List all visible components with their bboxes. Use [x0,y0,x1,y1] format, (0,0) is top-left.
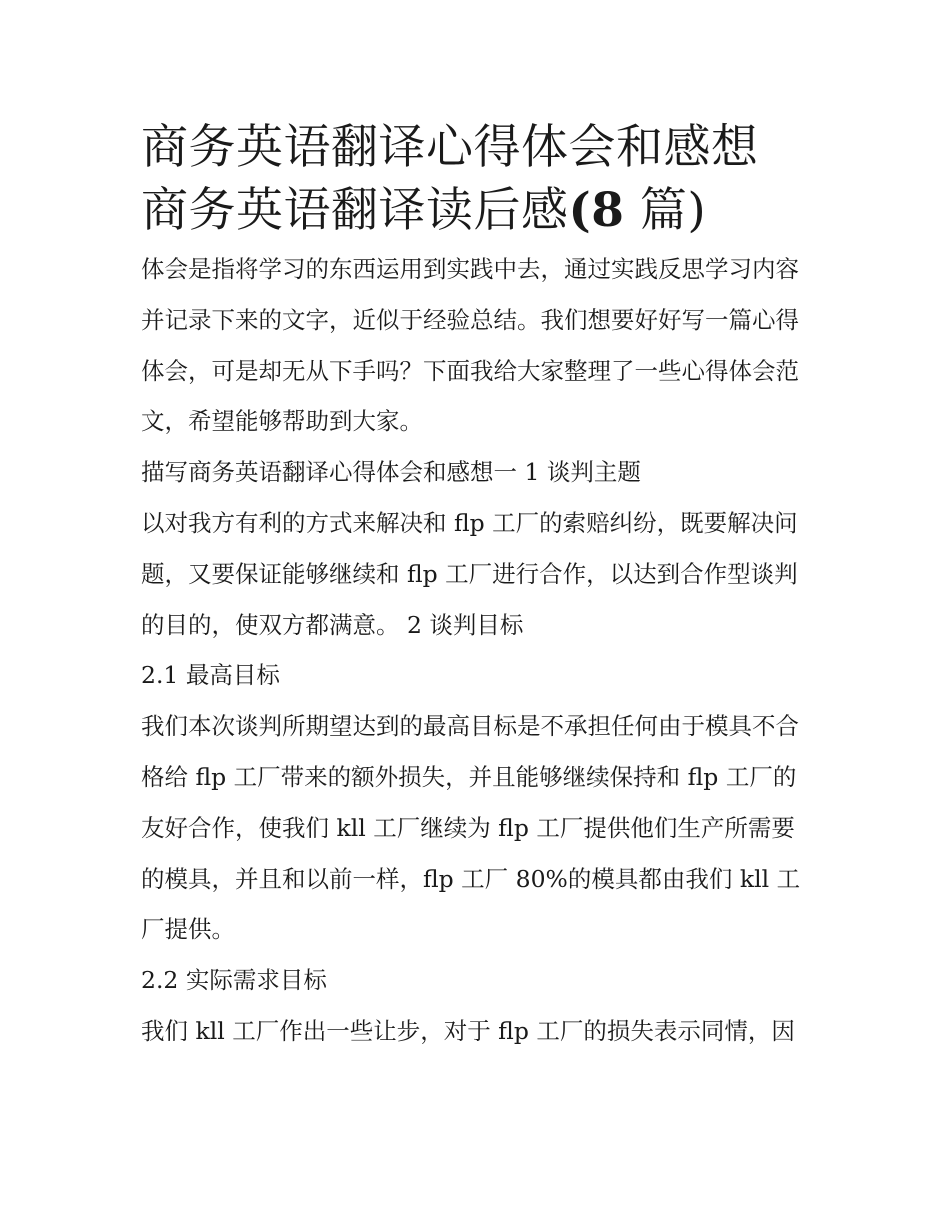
section-heading-negotiation-topic: 描写商务英语翻译心得体会和感想一 1 谈判主题 [141,458,641,487]
actual-goal-paragraph: 我们 kll 工厂作出一些让步，对于 flp 工厂的损失表示同情，因 [141,1016,795,1045]
subheading-highest-goal: 2.1 最高目标 [141,661,280,690]
title-line-2 [141,183,706,238]
title-line-2-prefix: 商务英语翻译读后感 [141,183,569,238]
subheading-actual-goal: 2.2 实际需求目标 [141,966,327,995]
title-article-count: (8 [568,183,625,238]
intro-paragraph: 体会是指将学习的东西运用到实践中去，通过实践反思学习内容并记录下来的文字，近似于经验总结。我们想要好好写一篇心得体会，可是却无从下手吗？下面我给大家整理了一些心得体会范文，希望能够帮助到大家。 [141,255,799,436]
negotiation-topic-paragraph: 以对我方有利的方式来解决和 flp 工厂的索赔纠纷，既要解决问题，又要保证能够继续和 flp 工厂进行合作，以达到合作型谈判的目的，使双方都满意。 2 谈判目标 [141,508,798,639]
document-title [141,116,813,242]
highest-goal-paragraph: 我们本次谈判所期望达到的最高目标是不承担任何由于模具不合格给 flp 工厂带来的额外损失，并且能够继续保持和 flp 工厂的友好合作，使我们 kll 工厂继续为 flp 工厂提供他们生产所需要的模具，并且和以前一样，flp 工厂 80%的模具都由我们 kll 工厂提供。 [141,712,801,944]
title-line-1: 商务英语翻译心得体会和感想 [141,120,759,175]
title-line-2-suffix: 篇) [624,183,707,238]
document-page [141,116,813,1057]
